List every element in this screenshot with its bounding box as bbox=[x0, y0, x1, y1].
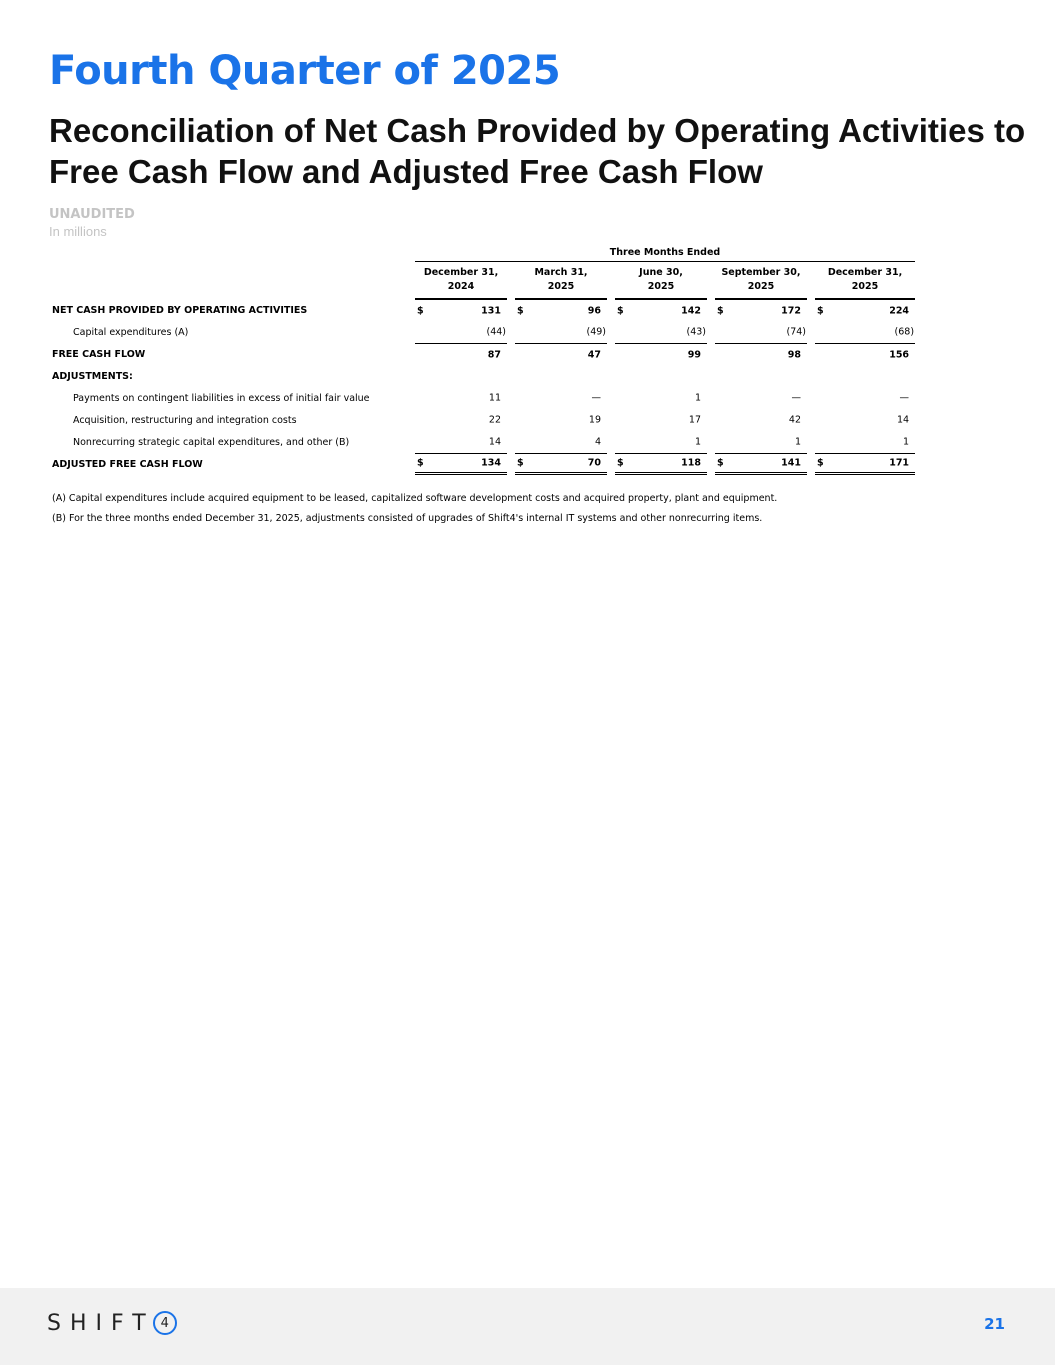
value-cell bbox=[715, 431, 807, 453]
currency-symbol: $ bbox=[717, 457, 724, 469]
page-number: 21 bbox=[984, 1315, 1005, 1333]
value-cell bbox=[515, 409, 607, 431]
cell-value: 156 bbox=[889, 349, 910, 360]
logo-text: SHIFT bbox=[47, 1310, 155, 1336]
row-net-cash bbox=[49, 299, 915, 321]
reconciliation-table bbox=[49, 244, 915, 475]
cell-value: — bbox=[791, 392, 801, 404]
column-header: December 31, 2025 bbox=[815, 262, 915, 299]
cell-value: — bbox=[899, 392, 910, 404]
value-cell bbox=[615, 387, 707, 409]
row-nonrecurring-capex bbox=[49, 431, 915, 453]
cell-value: 141 bbox=[781, 457, 801, 469]
column-header: June 30, 2025 bbox=[615, 262, 707, 299]
value-cell bbox=[615, 409, 707, 431]
cell-value: 134 bbox=[481, 457, 501, 469]
currency-symbol: $ bbox=[817, 457, 824, 469]
currency-symbol: $ bbox=[717, 305, 724, 316]
row-capex bbox=[49, 321, 915, 343]
row-label: Acquisition, restructuring and integration costs bbox=[73, 414, 297, 426]
cell-value: 224 bbox=[889, 305, 910, 316]
row-acquisition-costs bbox=[49, 409, 915, 431]
cell-value: 1 bbox=[694, 392, 701, 404]
value-cell bbox=[515, 453, 607, 475]
cell-value: 96 bbox=[587, 305, 601, 316]
currency-symbol: $ bbox=[817, 305, 824, 316]
value-cell bbox=[815, 387, 915, 409]
currency-symbol: $ bbox=[517, 457, 524, 469]
value-cell bbox=[515, 299, 607, 321]
cell-value: 22 bbox=[488, 414, 501, 426]
value-cell bbox=[815, 299, 915, 321]
value-cell bbox=[415, 431, 507, 453]
value-cell bbox=[515, 387, 607, 409]
cell-value: (68) bbox=[894, 326, 915, 338]
value-cell bbox=[715, 409, 807, 431]
cell-value: 70 bbox=[587, 457, 601, 469]
value-cell bbox=[615, 343, 707, 365]
cell-value: 98 bbox=[787, 349, 801, 360]
value-cell bbox=[615, 453, 707, 475]
currency-symbol: $ bbox=[417, 457, 424, 469]
unaudited-label: UNAUDITED bbox=[49, 207, 135, 222]
value-cell bbox=[415, 453, 507, 475]
value-cell bbox=[415, 409, 507, 431]
value-cell bbox=[415, 299, 507, 321]
shift4-logo bbox=[47, 1309, 177, 1337]
cell-value: 17 bbox=[688, 414, 701, 426]
cell-value: 171 bbox=[889, 457, 910, 469]
logo-badge: 4 bbox=[153, 1311, 177, 1335]
footnote: (A) Capital expenditures include acquired equipment to be leased, capitalized software development costs and acquired property, plant and equipment. bbox=[52, 493, 778, 504]
row-label: FREE CASH FLOW bbox=[52, 348, 146, 360]
row-label: Payments on contingent liabilities in excess of initial fair value bbox=[73, 392, 370, 404]
value-cell bbox=[815, 409, 915, 431]
value-cell bbox=[815, 453, 915, 475]
cell-value: 131 bbox=[481, 305, 501, 316]
row-label: Nonrecurring strategic capital expenditures, and other (B) bbox=[73, 436, 350, 448]
cell-value: 19 bbox=[588, 414, 601, 426]
cell-value: 172 bbox=[781, 305, 801, 316]
cell-value: 47 bbox=[587, 349, 601, 360]
cell-value: 1 bbox=[794, 436, 801, 448]
value-cell bbox=[415, 387, 507, 409]
cell-value: 1 bbox=[903, 436, 910, 448]
cell-value: 42 bbox=[788, 414, 801, 426]
value-cell bbox=[515, 431, 607, 453]
row-label: ADJUSTMENTS: bbox=[52, 370, 133, 382]
cell-value: 11 bbox=[488, 392, 501, 404]
cell-value: 14 bbox=[896, 414, 910, 426]
value-cell bbox=[515, 321, 607, 343]
cell-value: — bbox=[591, 392, 601, 404]
cell-value: 142 bbox=[681, 305, 701, 316]
value-cell bbox=[515, 343, 607, 365]
value-cell bbox=[415, 343, 507, 365]
currency-symbol: $ bbox=[417, 305, 424, 316]
footnote: (B) For the three months ended December 31, 2025, adjustments consisted of upgrades of Shift4's internal IT systems and other nonrecurring items. bbox=[52, 513, 763, 524]
footnotes bbox=[52, 491, 1012, 531]
units-label: In millions bbox=[49, 224, 107, 239]
currency-symbol: $ bbox=[517, 305, 524, 316]
row-free-cash-flow bbox=[49, 343, 915, 365]
column-header: September 30, 2025 bbox=[715, 262, 807, 299]
currency-symbol: $ bbox=[617, 305, 624, 316]
cell-value: (49) bbox=[586, 326, 606, 338]
value-cell bbox=[815, 343, 915, 365]
quarter-title: Fourth Quarter of 2025 bbox=[49, 48, 561, 94]
value-cell bbox=[815, 431, 915, 453]
row-adjustments-header bbox=[49, 365, 915, 387]
cell-value: (44) bbox=[486, 326, 506, 338]
group-header: Three Months Ended bbox=[415, 244, 915, 262]
cell-value: 87 bbox=[487, 349, 501, 360]
column-header: December 31, 2024 bbox=[415, 262, 507, 299]
value-cell bbox=[415, 321, 507, 343]
cell-value: 1 bbox=[694, 436, 701, 448]
cell-value: 99 bbox=[687, 349, 701, 360]
column-header: March 31, 2025 bbox=[515, 262, 607, 299]
value-cell bbox=[715, 453, 807, 475]
value-cell bbox=[715, 299, 807, 321]
value-cell bbox=[615, 299, 707, 321]
value-cell bbox=[715, 387, 807, 409]
row-label: Capital expenditures (A) bbox=[73, 326, 189, 338]
row-label: NET CASH PROVIDED BY OPERATING ACTIVITIES bbox=[52, 304, 308, 316]
row-adjusted-free-cash-flow bbox=[49, 453, 915, 475]
value-cell bbox=[615, 321, 707, 343]
value-cell bbox=[615, 431, 707, 453]
report-title: Reconciliation of Net Cash Provided by Operating Activities to Free Cash Flow and Adjusted Free Cash Flow bbox=[49, 112, 1026, 190]
cell-value: (43) bbox=[686, 326, 706, 338]
row-label: ADJUSTED FREE CASH FLOW bbox=[52, 458, 203, 470]
value-cell bbox=[715, 343, 807, 365]
value-cell bbox=[815, 321, 915, 343]
value-cell bbox=[715, 321, 807, 343]
currency-symbol: $ bbox=[617, 457, 624, 469]
cell-value: 4 bbox=[594, 436, 601, 448]
cell-value: (74) bbox=[786, 326, 806, 338]
cell-value: 118 bbox=[681, 457, 701, 469]
row-contingent-payments bbox=[49, 387, 915, 409]
cell-value: 14 bbox=[488, 436, 501, 448]
